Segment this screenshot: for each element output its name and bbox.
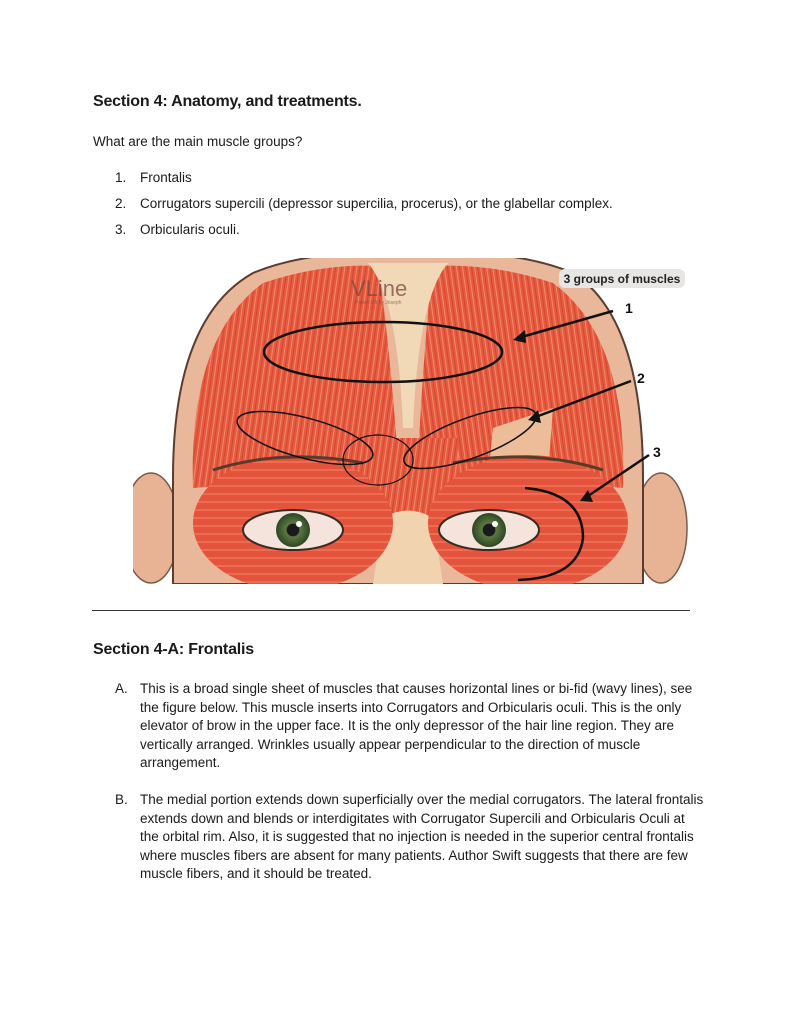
list-text: Orbicularis oculi. [140,222,240,237]
list-text: Corrugators supercili (depressor supercilia, procerus), or the glabellar complex. [140,196,613,211]
section-4a-title: Section 4-A: Frontalis [93,641,254,658]
vline-watermark-sub: Power Lift by Joseph [355,300,402,306]
list-number: 2. [115,196,127,211]
section-4-title: Section 4: Anatomy, and treatments. [93,93,362,110]
paragraph-label: B. [115,792,128,807]
list-number: 3. [115,222,127,237]
paragraph-a [115,680,705,773]
paragraph-text: This is a broad single sheet of muscles that causes horizontal lines or bi-fid (wavy lines), see the figure below. This muscle inserts into Corrugators and Orbicularis oculi. This is the only elevator of brow in the upper face. It is the only depressor of the hair line region. They are vertically arranged. Wrinkles usually appear perpendicular to the direction of muscle arrangement. [140,681,693,770]
callout-1: 1 [625,300,633,316]
paragraph-label: A. [115,681,128,696]
section-divider [92,610,690,611]
paragraph-b [115,791,705,884]
vline-watermark: VLine [351,276,408,301]
list-number: 1. [115,170,127,185]
left-eye [276,513,310,547]
list-text: Frontalis [140,170,192,185]
muscle-groups-question: What are the main muscle groups? [93,134,303,149]
facial-muscles-figure [133,258,695,584]
paragraph-text: The medial portion extends down superficially over the medial corrugators. The lateral frontalis extends down and blends or interdigitates with Corrugator Supercili and Orbicularis Oculi at the orbital rim. Also, it is suggested that no injection is needed in the superior central frontalis where muscles fibers are absent for many patients. Author Swift suggests that there are few muscle fibers, and it should be treated. [140,792,704,881]
callout-3: 3 [653,444,661,460]
muscle-groups-list [115,170,613,248]
list-item [115,196,613,222]
list-item [115,170,613,196]
list-item [115,222,613,248]
badge-text: 3 groups of muscles [563,272,681,286]
callout-2: 2 [637,370,645,386]
right-eye [472,513,506,547]
face-muscle-illustration [133,258,695,584]
